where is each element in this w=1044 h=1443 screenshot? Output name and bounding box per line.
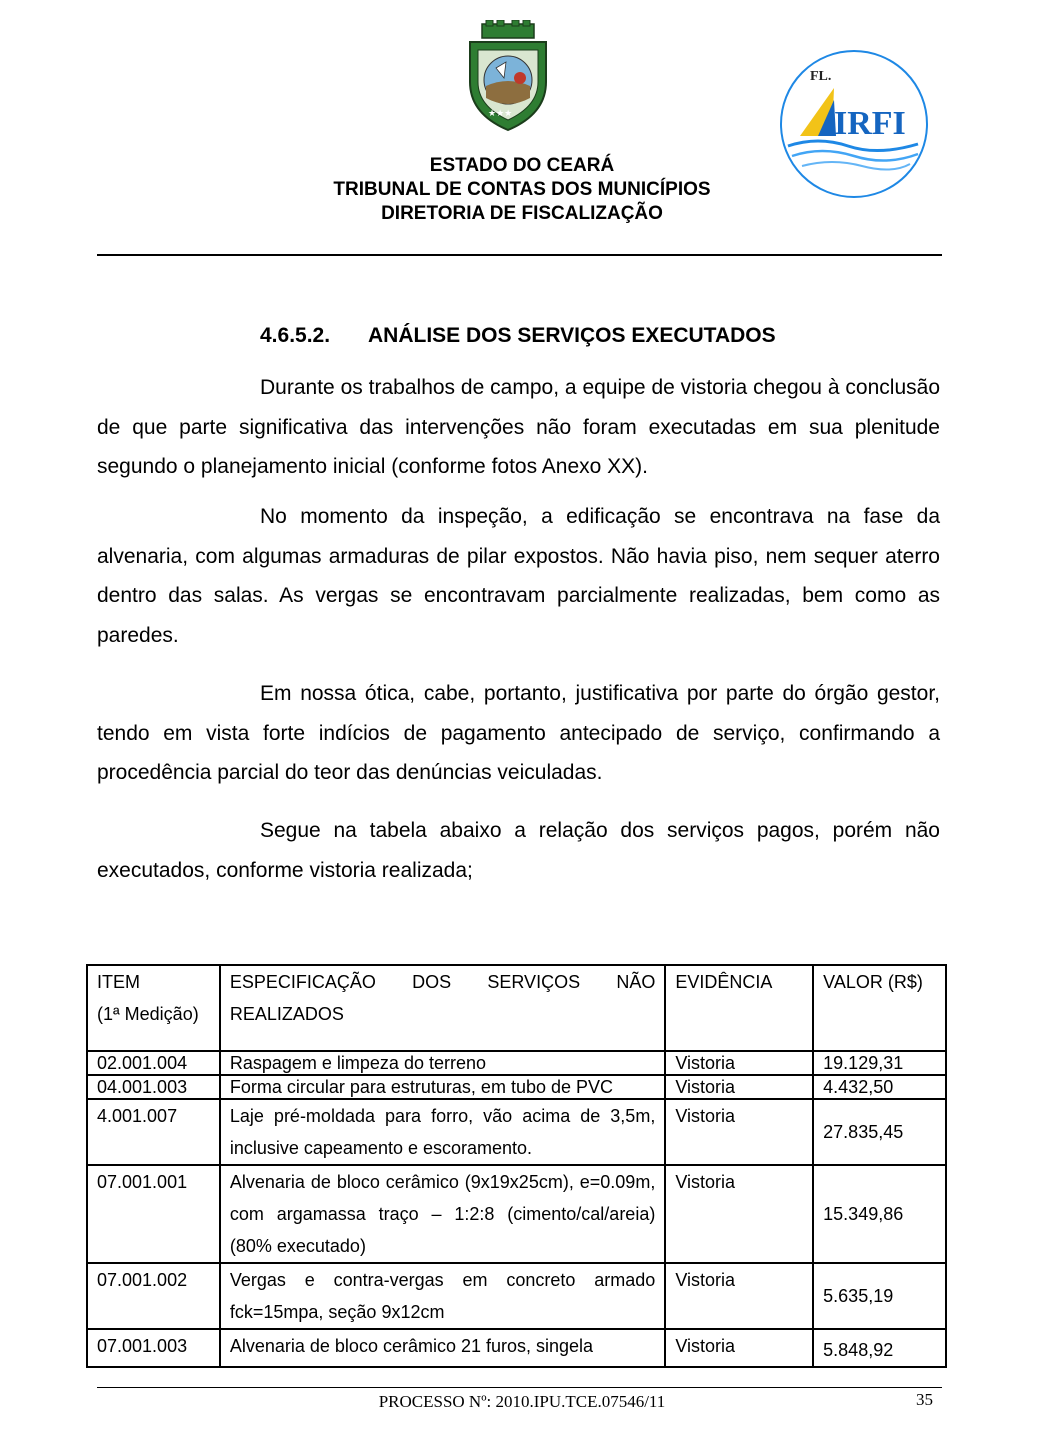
irfi-fl-text: FL. xyxy=(810,69,832,84)
paragraph-1: Durante os trabalhos de campo, a equipe de vistoria chegou à conclusão de que parte significativa das intervenções não foram executadas em sua plenitude segundo o planejamento inicial (conforme fotos Anexo XX). xyxy=(97,376,940,478)
table-row: 04.001.003 Forma circular para estruturas, em tubo de PVC Vistoria 4.432,50 xyxy=(87,1075,946,1099)
table-row: 4.001.007 Laje pré-moldada para forro, vão acima de 3,5m, inclusive capeamento e escoramento. Vistoria 27.835,45 xyxy=(87,1099,946,1165)
header-value: VALOR (R$) xyxy=(813,965,946,1051)
header-directorate: DIRETORIA DE FISCALIZAÇÃO xyxy=(381,203,663,224)
table-header-row xyxy=(87,965,946,1051)
header-specification: ESPECIFICAÇÃO DOS SERVIÇOS NÃO REALIZADOS xyxy=(220,965,665,1051)
paragraph-3: Em nossa ótica, cabe, portanto, justificativa por parte do órgão gestor, tendo em vista forte indícios de pagamento antecipado de serviço, confirmando a procedência parcial do teor das denúncias veiculadas. xyxy=(97,682,940,784)
paragraph-2: No momento da inspeção, a edificação se encontrava na fase da alvenaria, com algumas armaduras de pilar expostos. Não havia piso, nem sequer aterro dentro das salas. As vergas se encontravam parcialmente realizadas, bem como as paredes. xyxy=(97,505,940,647)
section-title: ANÁLISE DOS SERVIÇOS EXECUTADOS xyxy=(368,324,776,347)
header-item: ITEM (1ª Medição) xyxy=(87,965,220,1051)
page-number: 35 xyxy=(916,1390,933,1409)
footer-process-number: PROCESSO Nº: 2010.IPU.TCE.07546/11 xyxy=(378,1392,666,1411)
footer-divider xyxy=(97,1387,942,1388)
svg-text:★★★: ★★★ xyxy=(488,109,513,119)
header-divider xyxy=(97,254,942,256)
state-crest-logo xyxy=(466,20,550,132)
header-evidence: EVIDÊNCIA xyxy=(665,965,813,1051)
unexecuted-services-table xyxy=(86,964,947,1368)
paragraph-4: Segue na tabela abaixo a relação dos serviços pagos, porém não executados, conforme vistoria realizada; xyxy=(97,819,940,882)
table-row: 07.001.001 Alvenaria de bloco cerâmico (9x19x25cm), e=0.09m, com argamassa traço – 1:2:8 (cimento/cal/areia) (80% executado) Vistoria 15.349,86 xyxy=(87,1165,946,1263)
irfi-brand-text: IRFI xyxy=(834,105,906,142)
header-state: ESTADO DO CEARÁ xyxy=(429,155,615,176)
header-tribunal: TRIBUNAL DE CONTAS DOS MUNICÍPIOS xyxy=(333,179,711,200)
table-row: 07.001.002 Vergas e contra-vergas em concreto armado fck=15mpa, seção 9x12cm Vistoria 5.635,19 xyxy=(87,1263,946,1329)
section-number: 4.6.5.2. xyxy=(260,324,331,347)
table-row: 02.001.004 Raspagem e limpeza do terreno Vistoria 19.129,31 xyxy=(87,1051,946,1075)
section-heading xyxy=(260,324,776,348)
table-row: 07.001.003 Alvenaria de bloco cerâmico 21 furos, singela Vistoria 5.848,92 xyxy=(87,1329,946,1367)
